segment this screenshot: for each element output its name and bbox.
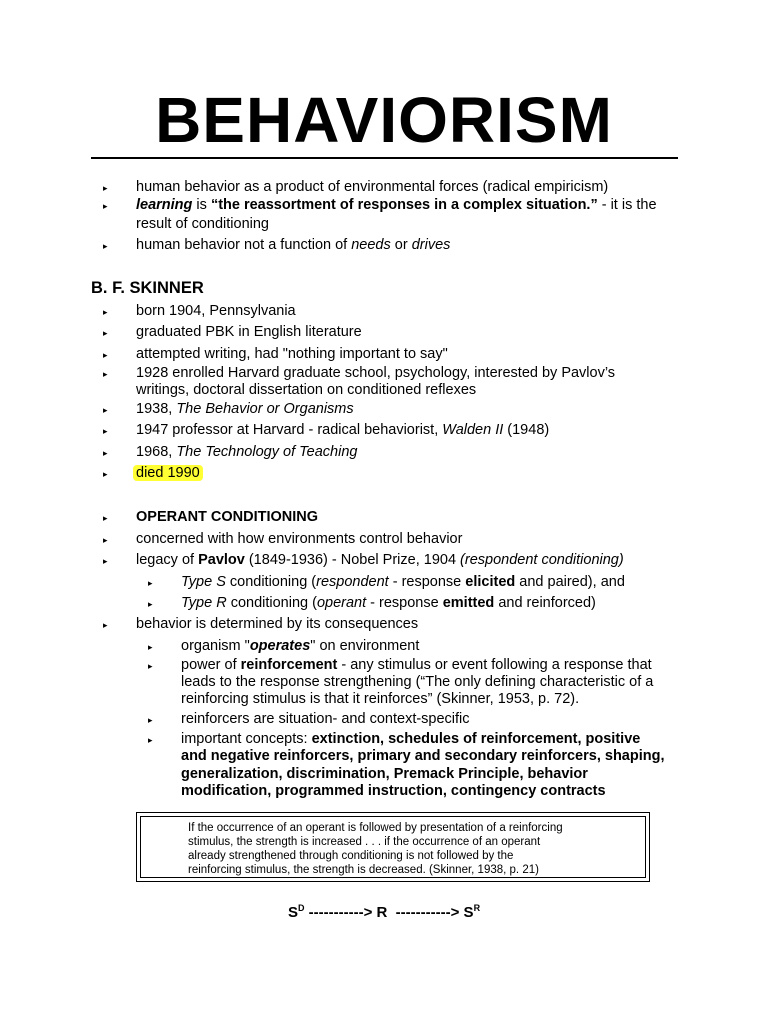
bullet-marker: ▸ bbox=[103, 241, 108, 251]
type-r-conditioning bbox=[181, 594, 596, 612]
text: and reinforced) bbox=[494, 595, 596, 611]
text: or bbox=[390, 237, 412, 253]
text: - any stimulus or event following a response that bbox=[337, 657, 652, 673]
bullet-marker: ▸ bbox=[103, 426, 108, 436]
text: (1849-1936) - Nobel Prize, 1904 bbox=[244, 552, 461, 568]
bullet-marker: ▸ bbox=[103, 307, 108, 317]
important-concepts-cont: and negative reinforcers, primary and secondary reinforcers, shaping, bbox=[181, 748, 665, 764]
bullet-marker: ▸ bbox=[103, 350, 108, 360]
reinforcers-situation: reinforcers are situation- and context-specific bbox=[181, 711, 470, 727]
intro-bullet-2 bbox=[136, 196, 657, 214]
skinner-1947 bbox=[136, 421, 549, 439]
sub-bullet-marker: ▸ bbox=[148, 715, 153, 725]
bullet-marker: ▸ bbox=[103, 405, 108, 415]
text: operates bbox=[249, 638, 311, 654]
text: and paired), and bbox=[515, 574, 625, 590]
highlight: died 1990 bbox=[133, 465, 203, 481]
operant-consequences: behavior is determined by its consequences bbox=[136, 616, 419, 632]
text: S bbox=[287, 904, 298, 921]
text: operant bbox=[316, 595, 367, 611]
text: is bbox=[192, 197, 211, 213]
text: Type R bbox=[181, 595, 227, 611]
text: - response bbox=[366, 595, 443, 611]
important-concepts bbox=[181, 730, 640, 748]
text: organism " bbox=[181, 638, 250, 654]
bullet-marker: ▸ bbox=[103, 513, 108, 523]
sub-bullet-marker: ▸ bbox=[148, 578, 153, 588]
text: legacy of bbox=[136, 552, 199, 568]
quote-line: stimulus, the strength is increased . . . if the occurrence of an operant bbox=[188, 836, 541, 848]
skinner-1938 bbox=[136, 400, 354, 418]
text: conditioning ( bbox=[226, 595, 317, 611]
sd-r-sr-formula bbox=[0, 898, 768, 923]
important-concepts-cont: generalization, discrimination, Premack Principle, behavior bbox=[181, 766, 588, 782]
book-title: The Behavior or Organisms bbox=[176, 401, 354, 417]
operant-legacy bbox=[136, 551, 624, 569]
text: - response bbox=[388, 574, 466, 590]
bullet-marker: ▸ bbox=[103, 201, 108, 211]
superscript: R bbox=[473, 903, 481, 913]
skinner-1968 bbox=[136, 443, 357, 461]
text: Type S bbox=[181, 574, 226, 590]
bullet-marker: ▸ bbox=[103, 469, 108, 479]
text: 1947 professor at Harvard - radical behaviorist, bbox=[136, 422, 443, 438]
text: - it is the bbox=[597, 197, 657, 213]
quote-line: already strengthened through conditioning is not followed by the bbox=[188, 850, 514, 862]
skinner-heading: B. F. SKINNER bbox=[91, 279, 204, 297]
important-concepts-cont: modification, programmed instruction, contingency contracts bbox=[181, 783, 606, 799]
skinner-born: born 1904, Pennsylvania bbox=[136, 303, 296, 319]
learning-term: learning bbox=[136, 197, 193, 213]
skinner-harvard: 1928 enrolled Harvard graduate school, psychology, interested by Pavlov’s bbox=[136, 365, 616, 381]
text: " on environment bbox=[310, 638, 420, 654]
operant-concerned: concerned with how environments control behavior bbox=[136, 531, 463, 547]
text: S bbox=[463, 904, 474, 921]
skinner-writing: attempted writing, had "nothing important to say" bbox=[136, 346, 448, 362]
bullet-marker: ▸ bbox=[103, 328, 108, 338]
book-title: Walden II bbox=[442, 422, 504, 438]
text: human behavior not a function of bbox=[136, 237, 352, 253]
sub-bullet-marker: ▸ bbox=[148, 642, 153, 652]
intro-bullet-2-cont: result of conditioning bbox=[136, 216, 269, 232]
text: (respondent conditioning) bbox=[460, 552, 624, 568]
text: important concepts: bbox=[181, 731, 312, 747]
bullet-marker: ▸ bbox=[103, 448, 108, 458]
book-title: The Technology of Teaching bbox=[176, 444, 358, 460]
text: power of bbox=[181, 657, 241, 673]
bullet-marker: ▸ bbox=[103, 369, 108, 379]
text: 1938, bbox=[136, 401, 177, 417]
text: 1968, bbox=[136, 444, 177, 460]
text: extinction, schedules of reinforcement, positive bbox=[311, 731, 641, 747]
page-title: BEHAVIORISM bbox=[155, 84, 613, 156]
bullet-marker: ▸ bbox=[103, 535, 108, 545]
text: elicited bbox=[465, 574, 516, 590]
quote-line: If the occurrence of an operant is followed by presentation of a reinforcing bbox=[188, 822, 563, 834]
sub-bullet-marker: ▸ bbox=[148, 599, 153, 609]
text: respondent bbox=[316, 574, 389, 590]
title-divider bbox=[91, 157, 678, 159]
superscript: D bbox=[297, 903, 305, 913]
bullet-marker: ▸ bbox=[103, 183, 108, 193]
intro-bullet-3 bbox=[136, 236, 450, 254]
text: emitted bbox=[442, 595, 495, 611]
intro-bullet-1: human behavior as a product of environmental forces (radical empiricism) bbox=[136, 179, 609, 195]
text: (1948) bbox=[503, 422, 550, 438]
skinner-harvard-cont: writings, doctoral dissertation on conditioned reflexes bbox=[136, 382, 477, 398]
needs-term: needs bbox=[351, 237, 391, 253]
operant-heading: OPERANT CONDITIONING bbox=[136, 509, 319, 525]
sub-bullet-marker: ▸ bbox=[148, 661, 153, 671]
bullet-marker: ▸ bbox=[103, 556, 108, 566]
type-s-conditioning bbox=[181, 573, 625, 591]
text: reinforcement bbox=[240, 657, 338, 673]
bullet-marker: ▸ bbox=[103, 620, 108, 630]
sub-bullet-marker: ▸ bbox=[148, 735, 153, 745]
power-of-reinforcement-cont: leads to the response strengthening (“The only defining characteristic of a bbox=[181, 674, 654, 690]
learning-definition: “the reassortment of responses in a complex situation.” bbox=[210, 197, 598, 213]
text: -----------> R -----------> bbox=[304, 904, 464, 921]
skinner-pbk: graduated PBK in English literature bbox=[136, 324, 362, 340]
skinner-died bbox=[136, 464, 203, 482]
pavlov: Pavlov bbox=[198, 552, 245, 568]
quote-line: reinforcing stimulus, the strength is decreased. (Skinner, 1938, p. 21) bbox=[188, 864, 539, 876]
power-of-reinforcement bbox=[181, 656, 652, 674]
drives-term: drives bbox=[411, 237, 451, 253]
power-of-reinforcement-cont: reinforcing stimulus is that it reinforces” (Skinner, 1953, p. 72). bbox=[181, 691, 580, 707]
organism-operates bbox=[181, 637, 419, 655]
text: conditioning ( bbox=[225, 574, 317, 590]
